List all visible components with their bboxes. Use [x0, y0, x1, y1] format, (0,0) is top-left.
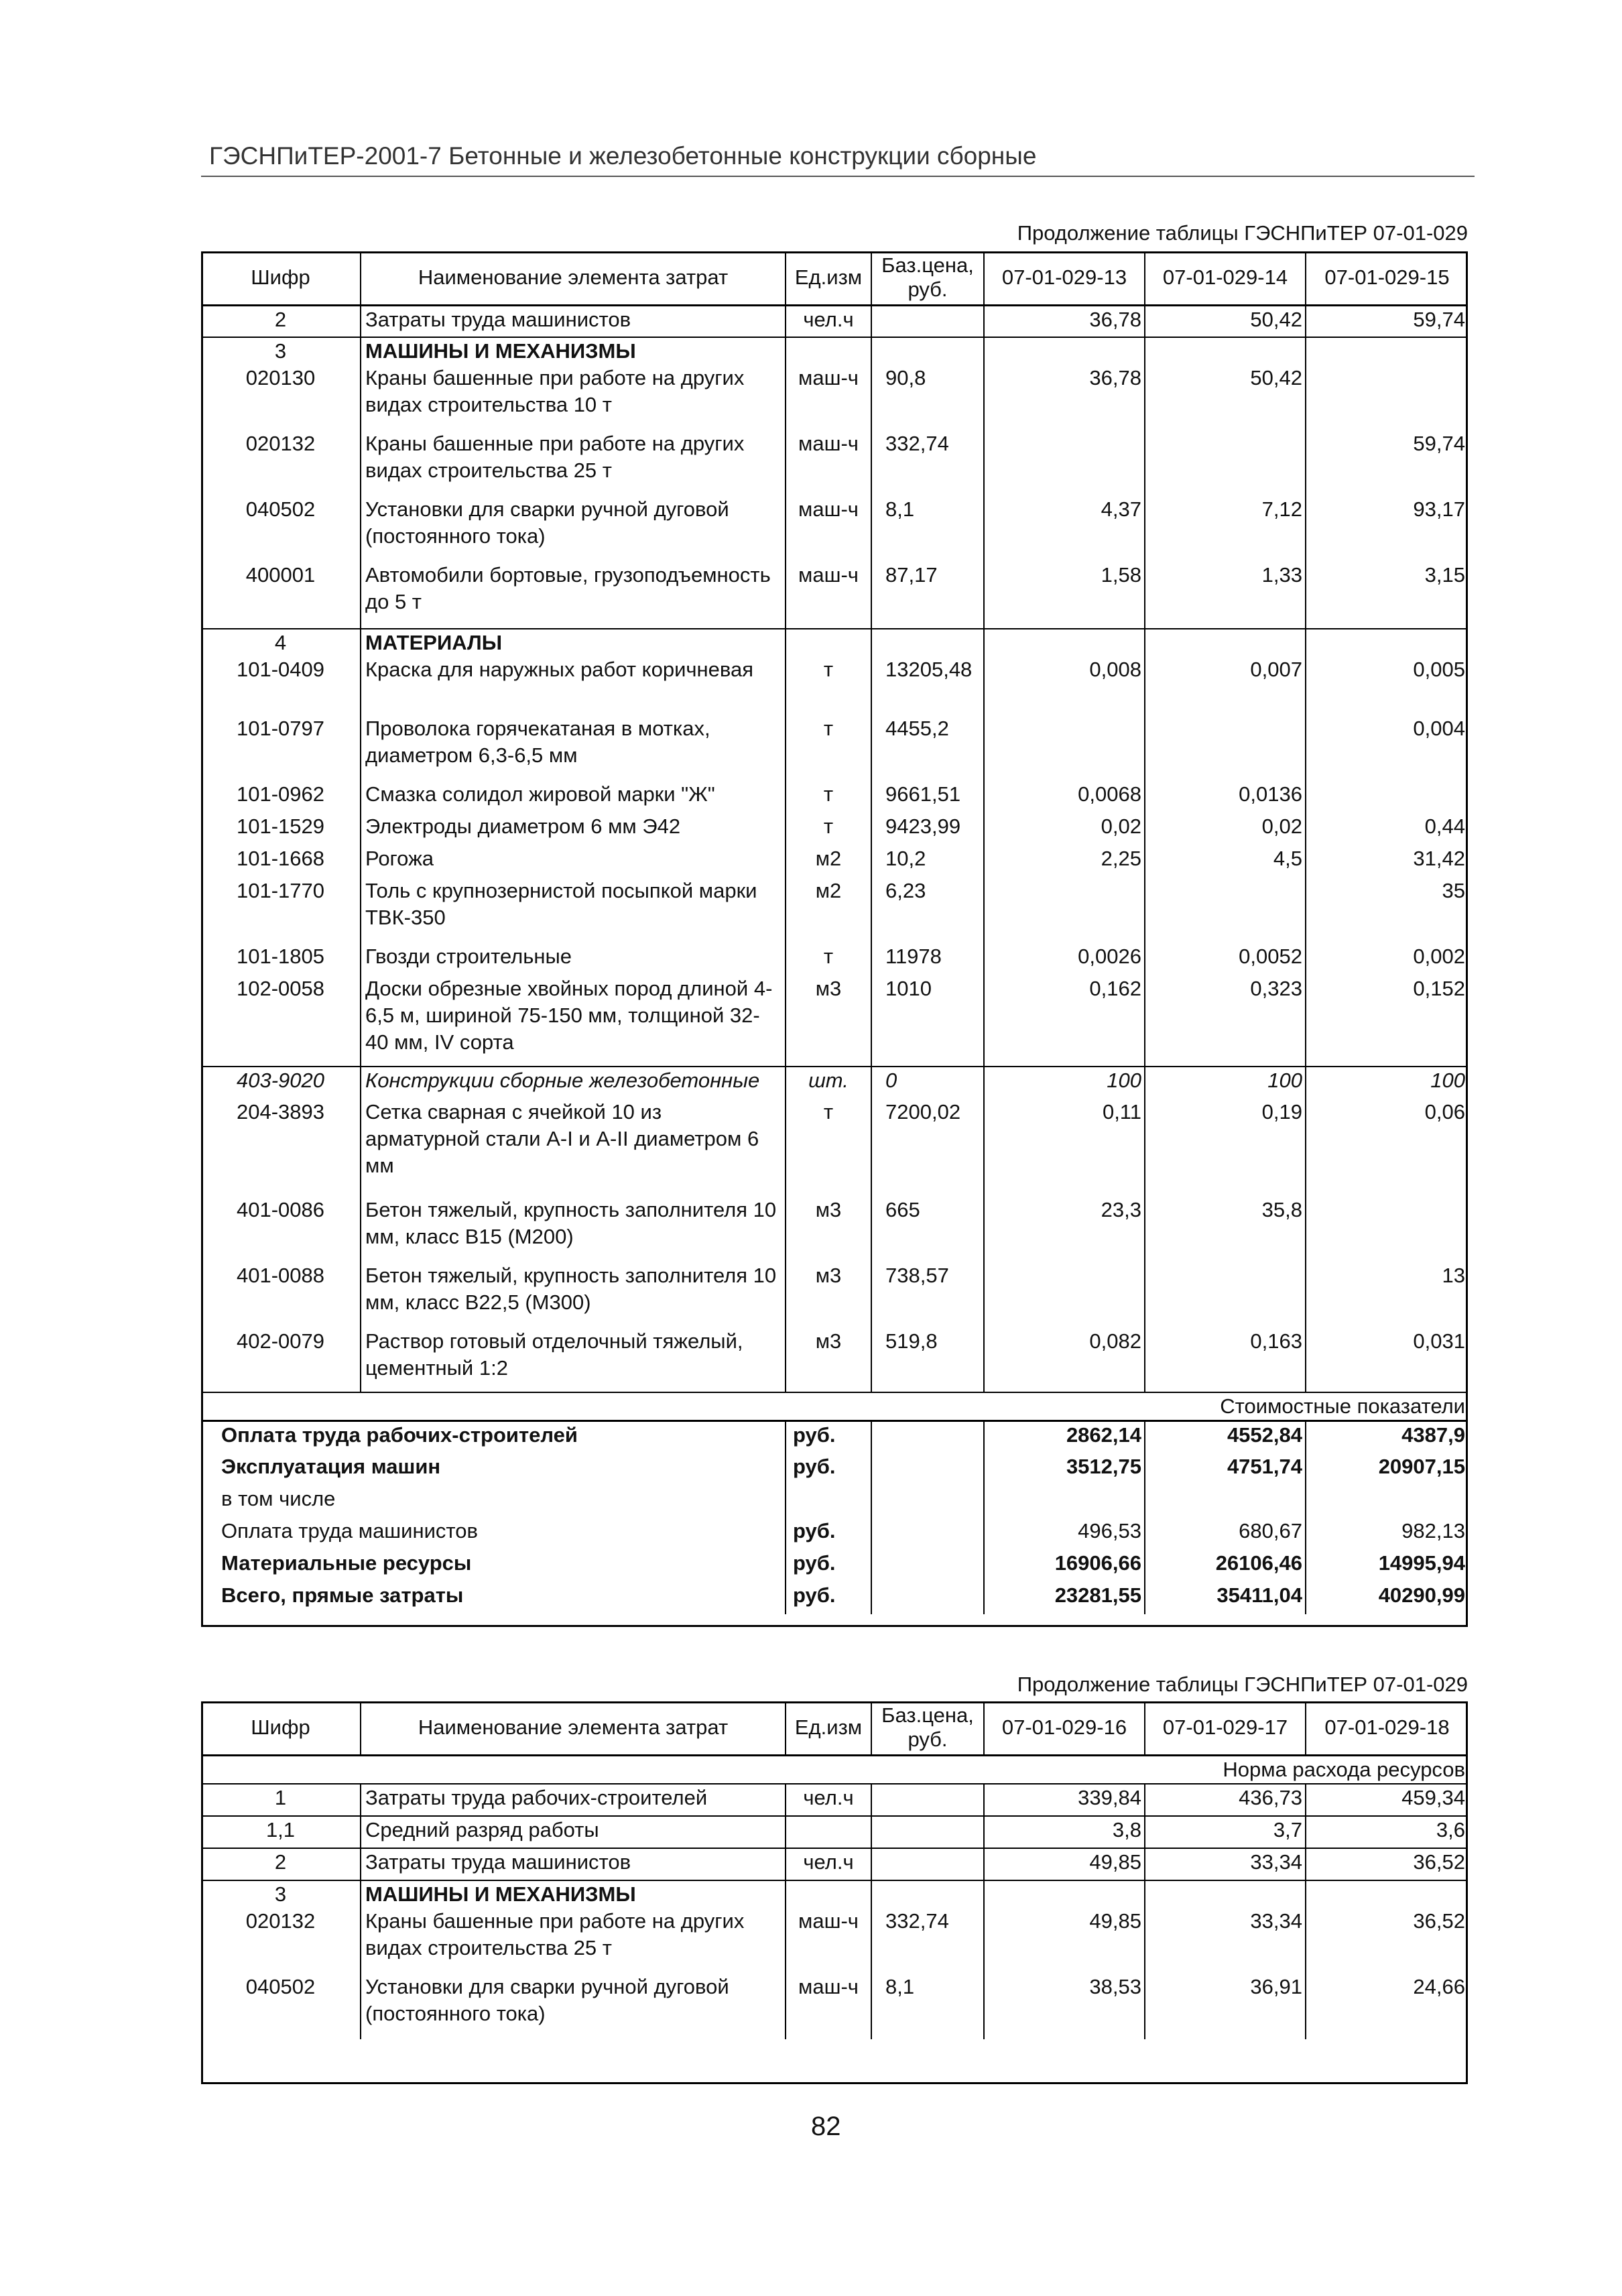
cost-value: 35411,04 [1145, 1582, 1306, 1614]
norm-value: 0,007 [1145, 656, 1306, 715]
norm-value: 3,15 [1424, 563, 1465, 587]
norm-value: 0,031 [1413, 1329, 1465, 1353]
norm-value: 38,53 [984, 1974, 1145, 2039]
cost-row [201, 1421, 1468, 1453]
table-row [201, 1908, 1468, 1974]
table-row [201, 1197, 1468, 1262]
norm-value: 7,12 [1145, 496, 1306, 562]
table1 [201, 251, 1468, 1614]
norm-value: 0,005 [1413, 658, 1465, 681]
norm-value [1145, 878, 1306, 943]
norm-value [1145, 715, 1306, 781]
resource-name: МАШИНЫ И МЕХАНИЗМЫ [361, 1880, 786, 1908]
resource-name: Раствор готовый отделочный тяжелый, цементный 1:2 [361, 1328, 786, 1392]
resource-name: Смазка солидол жировой марки "Ж" [361, 781, 786, 813]
resource-code: 204-3893 [236, 1100, 324, 1124]
cost-unit: руб. [786, 1453, 871, 1486]
resource-name: Краны башенные при работе на других видах строительства 10 т [361, 365, 786, 430]
page-header-title: ГЭСНПиТЕР-2001-7 Бетонные и железобетонные конструкции сборные [209, 142, 1037, 170]
column-header: 07-01-029-18 [1306, 1701, 1468, 1755]
cost-value: 40290,99 [1378, 1583, 1465, 1607]
cost-label: Всего, прямые затраты [201, 1582, 786, 1614]
column-header: 07-01-029-17 [1145, 1701, 1306, 1755]
resource-unit [786, 1880, 871, 1908]
cost-value: 982,13 [1401, 1518, 1465, 1543]
resource-name: Автомобили бортовые, грузоподъемность до 5 т [361, 562, 786, 629]
resource-unit: чел.ч [786, 1784, 871, 1816]
norm-value: 36,52 [1413, 1909, 1465, 1933]
norm-value: 3,8 [984, 1816, 1145, 1848]
table1-caption: Продолжение таблицы ГЭСНПиТЕР 07-01-029 [1017, 221, 1468, 245]
cost-unit: руб. [786, 1421, 871, 1453]
resource-name: Краны башенные при работе на других видах строительства 25 т [361, 430, 786, 496]
resource-price [871, 337, 984, 365]
resource-price: 7200,02 [871, 1099, 984, 1197]
table-row [201, 656, 1468, 715]
resource-name: Доски обрезные хвойных пород длиной 4-6,5 м, шириной 75-150 мм, толщиной 32-40 мм, IV сорта [361, 975, 786, 1067]
table-row [201, 430, 1468, 496]
cost-value: 23281,55 [984, 1582, 1145, 1614]
cost-value: 14995,94 [1378, 1551, 1465, 1575]
page-number: 82 [811, 2112, 841, 2141]
resource-price: 738,57 [871, 1262, 984, 1328]
column-header: Шифр [201, 1701, 361, 1755]
table2-body [201, 1701, 1468, 2039]
norm-value: 339,84 [984, 1784, 1145, 1816]
resource-unit: м3 [786, 1328, 871, 1392]
resource-code: 2 [201, 1848, 361, 1880]
resource-code: 101-0797 [236, 717, 324, 740]
resource-price [871, 1784, 984, 1816]
table-row [201, 1784, 1468, 1816]
norm-value [1306, 1197, 1468, 1262]
resource-code: 401-0088 [236, 1264, 324, 1287]
norm-value: 49,85 [984, 1908, 1145, 1974]
resource-unit: маш-ч [786, 562, 871, 629]
resource-price: 519,8 [871, 1328, 984, 1392]
norm-value [1306, 337, 1468, 365]
resource-unit: т [786, 943, 871, 975]
norm-value: 0,002 [1413, 945, 1465, 968]
cost-price-empty [871, 1582, 984, 1614]
norm-value: 4,37 [984, 496, 1145, 562]
norm-value: 0,082 [984, 1328, 1145, 1392]
table-row [201, 878, 1468, 943]
column-header: 07-01-029-13 [984, 251, 1145, 305]
resource-name: Установки для сварки ручной дуговой (постоянного тока) [361, 496, 786, 562]
resource-price [871, 1848, 984, 1880]
resource-price: 8,1 [871, 1974, 984, 2039]
resource-unit [786, 1816, 871, 1848]
norm-value: 0,162 [984, 975, 1145, 1067]
norm-value: 93,17 [1413, 497, 1465, 521]
resource-unit: м3 [786, 975, 871, 1067]
resource-price: 332,74 [871, 430, 984, 496]
norm-value [1145, 1880, 1306, 1908]
cost-value: 16906,66 [984, 1550, 1145, 1582]
header-rule [201, 176, 1475, 177]
norm-value [1306, 781, 1468, 813]
table-row [201, 1099, 1468, 1197]
resource-price: 10,2 [871, 845, 984, 878]
cost-row [201, 1486, 1468, 1518]
resource-code: 2 [201, 305, 361, 337]
resource-price [871, 1816, 984, 1848]
table-row [201, 715, 1468, 781]
norm-value [1145, 337, 1306, 365]
resource-code: 402-0079 [236, 1329, 324, 1353]
resource-unit: м2 [786, 845, 871, 878]
cost-value [984, 1486, 1145, 1518]
table-row [201, 1328, 1468, 1392]
table2-caption: Продолжение таблицы ГЭСНПиТЕР 07-01-029 [1017, 1673, 1468, 1696]
norm-value [984, 430, 1145, 496]
table-row [201, 337, 1468, 365]
resource-price: 8,1 [871, 496, 984, 562]
table-row [201, 496, 1468, 562]
cost-value: 26106,46 [1145, 1550, 1306, 1582]
norm-header: Норма расхода ресурсов [201, 1755, 1468, 1784]
table-row [201, 943, 1468, 975]
resource-code: 101-1529 [236, 814, 324, 838]
resource-name: Затраты труда машинистов [361, 1848, 786, 1880]
cost-value [1145, 1486, 1306, 1518]
norm-value [1306, 1880, 1468, 1908]
cost-row [201, 1550, 1468, 1582]
norm-value: 0,0026 [984, 943, 1145, 975]
resource-unit: чел.ч [786, 305, 871, 337]
table-row [201, 781, 1468, 813]
table-row [201, 562, 1468, 629]
norm-value: 36,52 [1306, 1848, 1468, 1880]
resource-name: Бетон тяжелый, крупность заполнителя 10 мм, класс В22,5 (М300) [361, 1262, 786, 1328]
resource-name: Установки для сварки ручной дуговой (постоянного тока) [361, 1974, 786, 2039]
table1-header-row [201, 251, 1468, 305]
resource-price: 9423,99 [871, 813, 984, 845]
cost-unit: руб. [786, 1518, 871, 1550]
resource-price: 90,8 [871, 365, 984, 430]
column-header: Наименование элемента затрат [361, 251, 786, 305]
norm-value: 0,11 [984, 1099, 1145, 1197]
norm-header-row [201, 1755, 1468, 1784]
resource-price: 665 [871, 1197, 984, 1262]
table-row [201, 1848, 1468, 1880]
resource-name: Затраты труда рабочих-строителей [361, 1784, 786, 1816]
norm-value: 0,06 [1424, 1100, 1465, 1124]
resource-code: 020130 [245, 366, 316, 389]
cost-price-empty [871, 1453, 984, 1486]
norm-value: 23,3 [984, 1197, 1145, 1262]
cost-label: Оплата труда машинистов [201, 1518, 786, 1550]
resource-price [871, 629, 984, 656]
cost-row [201, 1453, 1468, 1486]
cost-header-row [201, 1392, 1468, 1421]
resource-code: 101-1770 [236, 879, 324, 902]
cost-row [201, 1518, 1468, 1550]
norm-value: 3,6 [1306, 1816, 1468, 1848]
norm-value: 59,74 [1306, 305, 1468, 337]
resource-name: Бетон тяжелый, крупность заполнителя 10 мм, класс В15 (М200) [361, 1197, 786, 1262]
resource-name: МАШИНЫ И МЕХАНИЗМЫ [361, 337, 786, 365]
resource-price [871, 1880, 984, 1908]
resource-name: Толь с крупнозернистой посыпкой марки ТВК-350 [361, 878, 786, 943]
norm-value: 1,33 [1145, 562, 1306, 629]
norm-value: 36,78 [984, 365, 1145, 430]
resource-price: 1010 [871, 975, 984, 1067]
resource-unit: маш-ч [786, 1974, 871, 2039]
resource-price: 11978 [871, 943, 984, 975]
resource-price: 0 [871, 1067, 984, 1099]
resource-unit: м3 [786, 1197, 871, 1262]
resource-name: Проволока горячекатаная в мотках, диаметром 6,3-6,5 мм [361, 715, 786, 781]
table2 [201, 1701, 1468, 2039]
resource-code: 101-1805 [236, 945, 324, 968]
resource-unit: маш-ч [786, 365, 871, 430]
norm-value: 1,58 [984, 562, 1145, 629]
resource-code: 400001 [245, 563, 316, 587]
resource-name: Конструкции сборные железобетонные [361, 1067, 786, 1099]
resource-price: 4455,2 [871, 715, 984, 781]
cost-value: 4387,9 [1401, 1423, 1465, 1447]
cost-price-empty [871, 1421, 984, 1453]
table2-header-row [201, 1701, 1468, 1755]
resource-unit: т [786, 1099, 871, 1197]
cost-label: в том числе [201, 1486, 786, 1518]
column-header: Наименование элемента затрат [361, 1701, 786, 1755]
resource-code: 102-0058 [236, 977, 324, 1000]
table-row [201, 305, 1468, 337]
norm-value [984, 337, 1145, 365]
resource-unit: маш-ч [786, 430, 871, 496]
resource-code: 101-0962 [236, 782, 324, 806]
norm-value: 100 [1145, 1067, 1306, 1099]
norm-value: 49,85 [984, 1848, 1145, 1880]
norm-value: 0,163 [1145, 1328, 1306, 1392]
norm-value: 100 [1306, 1067, 1468, 1099]
resource-code: 020132 [245, 1909, 316, 1933]
norm-value: 0,19 [1145, 1099, 1306, 1197]
resource-unit [786, 629, 871, 656]
norm-value [1145, 430, 1306, 496]
table-row [201, 629, 1468, 656]
norm-value: 459,34 [1306, 1784, 1468, 1816]
column-header: 07-01-029-16 [984, 1701, 1145, 1755]
norm-value: 100 [984, 1067, 1145, 1099]
norm-value [984, 878, 1145, 943]
norm-value: 13 [1442, 1264, 1465, 1287]
column-header: Баз.цена, руб. [871, 1701, 984, 1755]
resource-code: 4 [201, 629, 361, 656]
resource-unit: м3 [786, 1262, 871, 1328]
norm-value: 0,44 [1424, 814, 1465, 838]
resource-name: Средний разряд работы [361, 1816, 786, 1848]
cost-label: Материальные ресурсы [201, 1550, 786, 1582]
table-row [201, 1262, 1468, 1328]
resource-price: 332,74 [871, 1908, 984, 1974]
cost-price-empty [871, 1486, 984, 1518]
resource-unit: чел.ч [786, 1848, 871, 1880]
norm-value: 36,91 [1145, 1974, 1306, 2039]
norm-value [1145, 629, 1306, 656]
norm-value: 36,78 [984, 305, 1145, 337]
cost-value: 680,67 [1145, 1518, 1306, 1550]
column-header: 07-01-029-15 [1306, 251, 1468, 305]
norm-value: 0,008 [984, 656, 1145, 715]
norm-value: 33,34 [1145, 1908, 1306, 1974]
resource-code: 403-9020 [201, 1067, 361, 1099]
norm-value [984, 629, 1145, 656]
cost-value: 4552,84 [1145, 1421, 1306, 1453]
table-row [201, 1816, 1468, 1848]
resource-unit: т [786, 715, 871, 781]
resource-unit: маш-ч [786, 496, 871, 562]
resource-name: Краны башенные при работе на других видах строительства 25 т [361, 1908, 786, 1974]
norm-value: 50,42 [1145, 305, 1306, 337]
norm-value [1145, 1262, 1306, 1328]
norm-value: 0,004 [1413, 717, 1465, 740]
resource-code: 040502 [245, 497, 316, 521]
norm-value: 0,02 [984, 813, 1145, 845]
resource-price: 13205,48 [871, 656, 984, 715]
cost-value: 2862,14 [984, 1421, 1145, 1453]
norm-value: 31,42 [1413, 847, 1465, 870]
table-row [201, 365, 1468, 430]
norm-value [984, 1262, 1145, 1328]
resource-name: Рогожа [361, 845, 786, 878]
resource-code: 020132 [245, 432, 316, 455]
norm-value: 0,02 [1145, 813, 1306, 845]
norm-value: 436,73 [1145, 1784, 1306, 1816]
resource-price: 87,17 [871, 562, 984, 629]
cost-label: Оплата труда рабочих-строителей [201, 1421, 786, 1453]
cost-value: 496,53 [984, 1518, 1145, 1550]
norm-value [1306, 629, 1468, 656]
norm-value: 0,0068 [984, 781, 1145, 813]
resource-code: 101-1668 [236, 847, 324, 870]
cost-label: Эксплуатация машин [201, 1453, 786, 1486]
table-row [201, 1880, 1468, 1908]
resource-name: Затраты труда машинистов [361, 305, 786, 337]
cost-unit [786, 1486, 871, 1518]
norm-value: 3,7 [1145, 1816, 1306, 1848]
norm-value: 50,42 [1145, 365, 1306, 430]
norm-value [984, 715, 1145, 781]
resource-code: 1,1 [201, 1816, 361, 1848]
cost-unit: руб. [786, 1582, 871, 1614]
resource-name: Сетка сварная с ячейкой 10 из арматурной стали А-I и А-II диаметром 6 мм [361, 1099, 786, 1197]
norm-value: 2,25 [984, 845, 1145, 878]
resource-unit: т [786, 656, 871, 715]
norm-value: 0,0136 [1145, 781, 1306, 813]
column-header: Баз.цена, руб. [871, 251, 984, 305]
column-header: Ед.изм [786, 1701, 871, 1755]
resource-name: МАТЕРИАЛЫ [361, 629, 786, 656]
table-row [201, 845, 1468, 878]
column-header: Ед.изм [786, 251, 871, 305]
table-row [201, 1974, 1468, 2039]
cost-value [1306, 1486, 1468, 1518]
norm-value: 33,34 [1145, 1848, 1306, 1880]
resource-unit: т [786, 813, 871, 845]
resource-code: 401-0086 [236, 1198, 324, 1221]
resource-unit: шт. [786, 1067, 871, 1099]
table1-body [201, 251, 1468, 1614]
column-header: Шифр [201, 251, 361, 305]
norm-value: 0,323 [1145, 975, 1306, 1067]
resource-price: 9661,51 [871, 781, 984, 813]
resource-unit [786, 337, 871, 365]
cost-price-empty [871, 1518, 984, 1550]
table-row [201, 813, 1468, 845]
table-row [201, 1067, 1468, 1099]
norm-value [984, 1880, 1145, 1908]
cost-price-empty [871, 1550, 984, 1582]
table-row [201, 975, 1468, 1067]
cost-value: 4751,74 [1145, 1453, 1306, 1486]
norm-value: 4,5 [1145, 845, 1306, 878]
resource-code: 3 [201, 337, 361, 365]
norm-value: 0,0052 [1145, 943, 1306, 975]
norm-value: 35 [1442, 879, 1465, 902]
resource-name: Электроды диаметром 6 мм Э42 [361, 813, 786, 845]
resource-code: 1 [201, 1784, 361, 1816]
resource-code: 101-0409 [236, 658, 324, 681]
resource-code: 3 [274, 1882, 287, 1906]
norm-value: 59,74 [1413, 432, 1465, 455]
cost-value: 20907,15 [1378, 1454, 1465, 1478]
norm-value [1306, 365, 1468, 430]
resource-price [871, 305, 984, 337]
resource-code: 040502 [245, 1974, 316, 1998]
cost-header: Стоимостные показатели [201, 1392, 1468, 1421]
resource-name: Гвозди строительные [361, 943, 786, 975]
cost-unit: руб. [786, 1550, 871, 1582]
norm-value: 35,8 [1145, 1197, 1306, 1262]
cost-value: 3512,75 [984, 1453, 1145, 1486]
resource-name: Краска для наружных работ коричневая [361, 656, 786, 715]
norm-value: 0,152 [1413, 977, 1465, 1000]
column-header: 07-01-029-14 [1145, 251, 1306, 305]
resource-unit: м2 [786, 878, 871, 943]
norm-value: 24,66 [1413, 1974, 1465, 1998]
resource-unit: т [786, 781, 871, 813]
cost-row [201, 1582, 1468, 1614]
resource-unit: маш-ч [786, 1908, 871, 1974]
resource-price: 6,23 [871, 878, 984, 943]
